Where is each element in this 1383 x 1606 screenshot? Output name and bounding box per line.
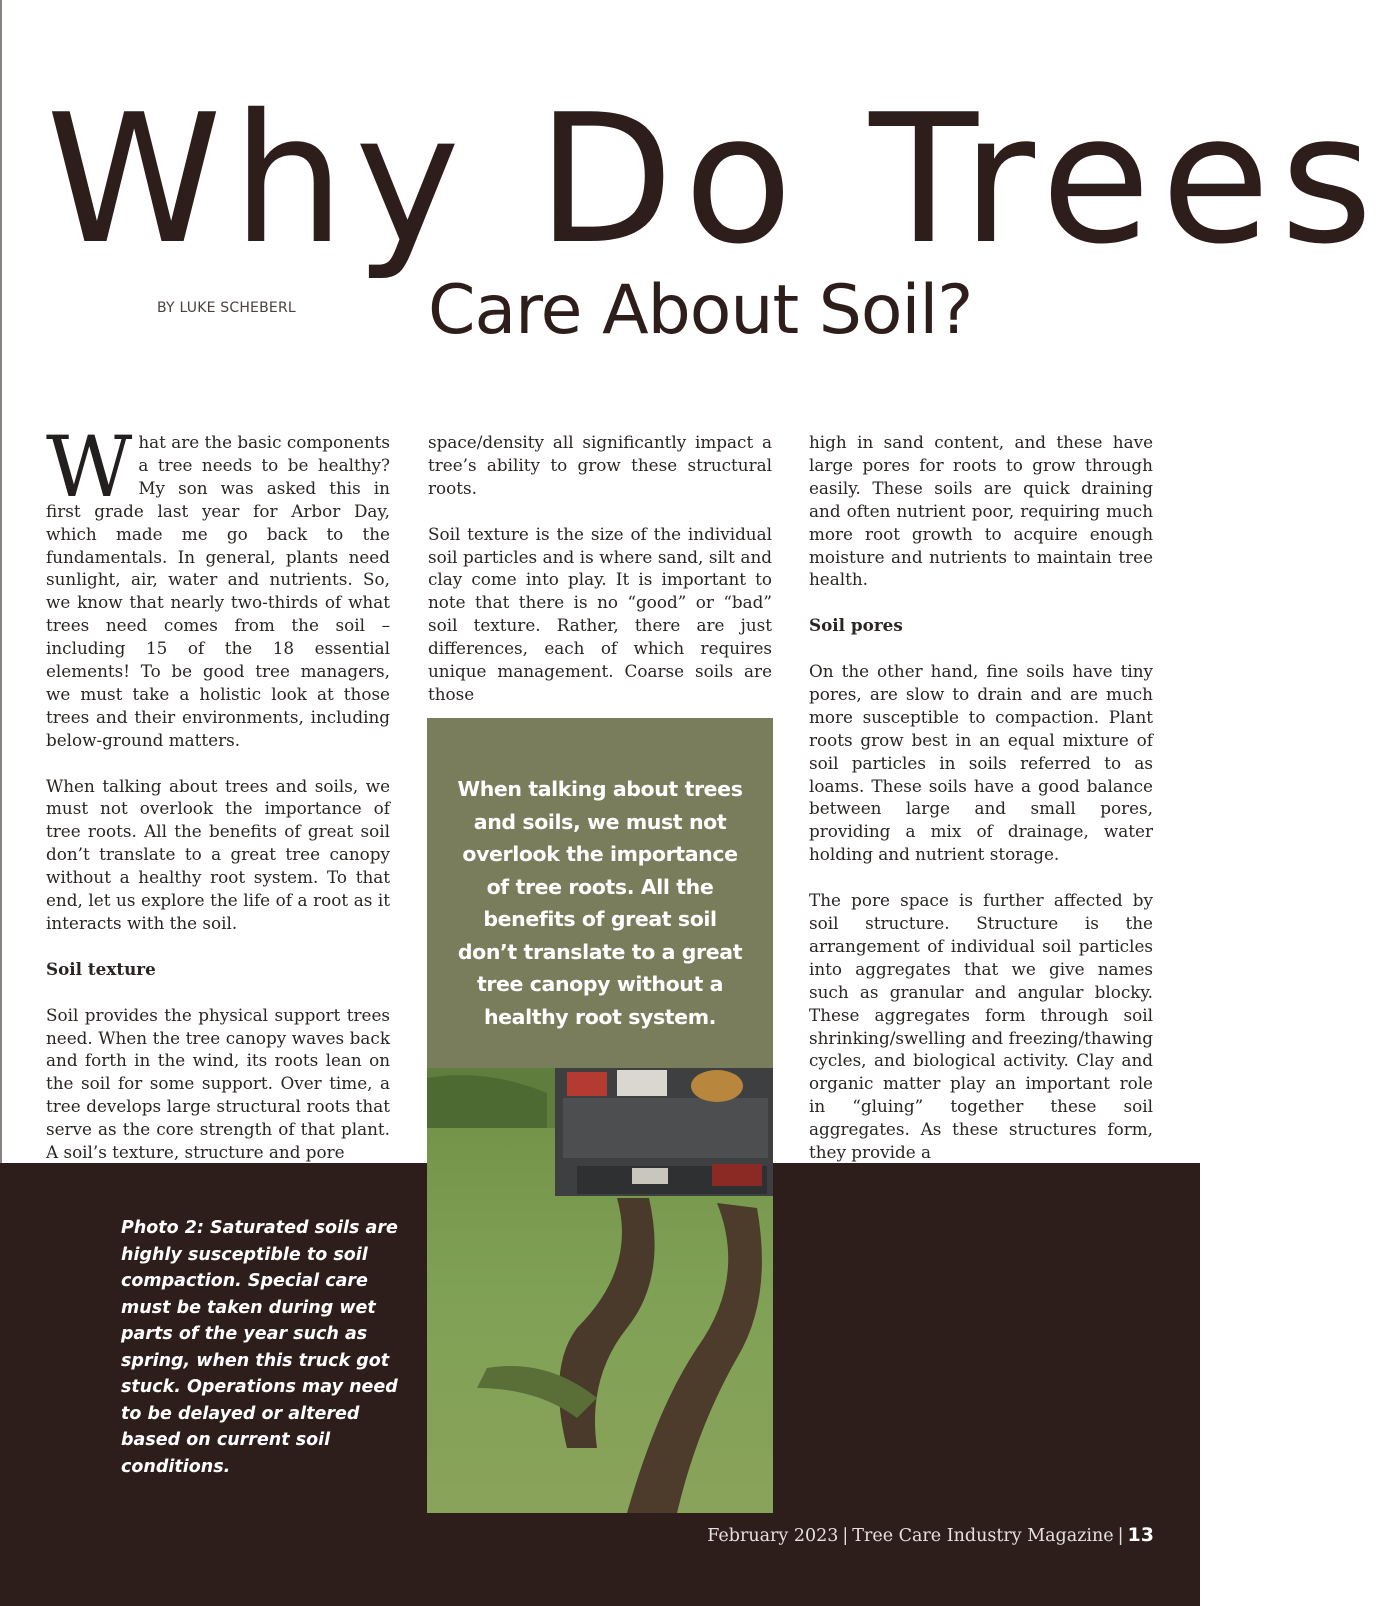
text-column-1 bbox=[46, 418, 390, 1187]
photo-truck-stuck-in-soil bbox=[427, 1068, 773, 1513]
paragraph: Soil provides the physical support trees need. When the tree canopy waves back and forth in the wind, its roots lean on the soil for some support. Over time, a tree develops large structural roots that serve as the core strength of that plant. A soil’s texture, structure and pore bbox=[46, 1004, 390, 1163]
magazine-name: Tree Care Industry Magazine bbox=[852, 1526, 1114, 1546]
page-edge-rule bbox=[0, 0, 2, 1163]
article-subtitle: Care About Soil? bbox=[428, 271, 973, 350]
text-column-3 bbox=[809, 431, 1153, 1187]
pull-quote: When talking about trees and soils, we must not overlook the importance of tree roots. All the benefits of great soil don’t translate to a great tree canopy without a healthy root system. bbox=[457, 777, 743, 1029]
paragraph: The pore space is further affected by soil structure. Structure is the arrangement of individual soil particles into aggregates that we give names such as granular and angular blocky. These aggregates form through soil shrinking/swelling and freezing/thawing cycles, and biological activity. Clay and organic matter play an important role in “gluing” together these soil aggregates. As these structures form, they provide a bbox=[809, 890, 1153, 1163]
paragraph: space/density all significantly impact a tree’s ability to grow these structural roots. bbox=[428, 432, 772, 498]
paragraph: When talking about trees and soils, we must not overlook the importance of tree roots. All the benefits of great soil don’t translate to a great tree canopy without a healthy root system. To that end, let us explore the life of a root as it interacts with the soil. bbox=[46, 775, 390, 934]
byline: BY LUKE SCHEBERL bbox=[157, 300, 296, 316]
footer-separator: | bbox=[842, 1526, 849, 1546]
page-number: 13 bbox=[1127, 1524, 1154, 1546]
photo-caption: Photo 2: Saturated soils are highly susceptible to soil compaction. Special care must be taken during wet parts of the year such as spring, when this truck got stuck. Operations may need to be delayed or altered based on current soil conditions. bbox=[121, 1218, 398, 1477]
pull-quote-box bbox=[427, 718, 773, 1068]
section-heading-soil-pores: Soil pores bbox=[809, 615, 903, 636]
photo-illustration bbox=[427, 1068, 773, 1513]
article-title: Why Do Trees bbox=[46, 76, 1383, 283]
issue-date: February 2023 bbox=[707, 1526, 839, 1546]
page-footer bbox=[707, 1524, 1154, 1546]
drop-cap: W bbox=[46, 418, 133, 516]
text-column-2 bbox=[428, 431, 772, 729]
paragraph: Soil texture is the size of the individual soil particles and is where sand, silt and clay come into play. It is important to note that there is no “good” or “bad” soil texture. Rather, there are just differences, each of which requires unique management. Coarse soils are those bbox=[428, 523, 772, 704]
paragraph: high in sand content, and these have large pores for roots to grow through easily. These soils are quick draining and often nutrient poor, requiring much more root growth to acquire enough moisture and nutrients to maintain tree health. bbox=[809, 432, 1153, 590]
footer-separator: | bbox=[1117, 1526, 1124, 1546]
paragraph: On the other hand, fine soils have tiny pores, are slow to drain and are much more susceptible to compaction. Plant roots grow best in an equal mixture of soil particles in soils referred to as loams. These soils have a good balance between large and small pores, providing a mix of drainage, water holding and nutrient storage. bbox=[809, 661, 1153, 865]
intro-paragraph bbox=[46, 418, 390, 752]
section-heading-soil-texture: Soil texture bbox=[46, 958, 156, 979]
intro-text: hat are the basic components a tree needs to be healthy? My son was asked this in first grade last year for Arbor Day, which made me go back to the fundamentals. In general, plants need sunlight, air, water and nutrients. So, we know that nearly two-thirds of what trees need comes from the soil – including 15 of the 18 essential elements! To be good tree managers, we must take a holistic look at those trees and their environments, including below-ground matters. bbox=[46, 432, 390, 750]
